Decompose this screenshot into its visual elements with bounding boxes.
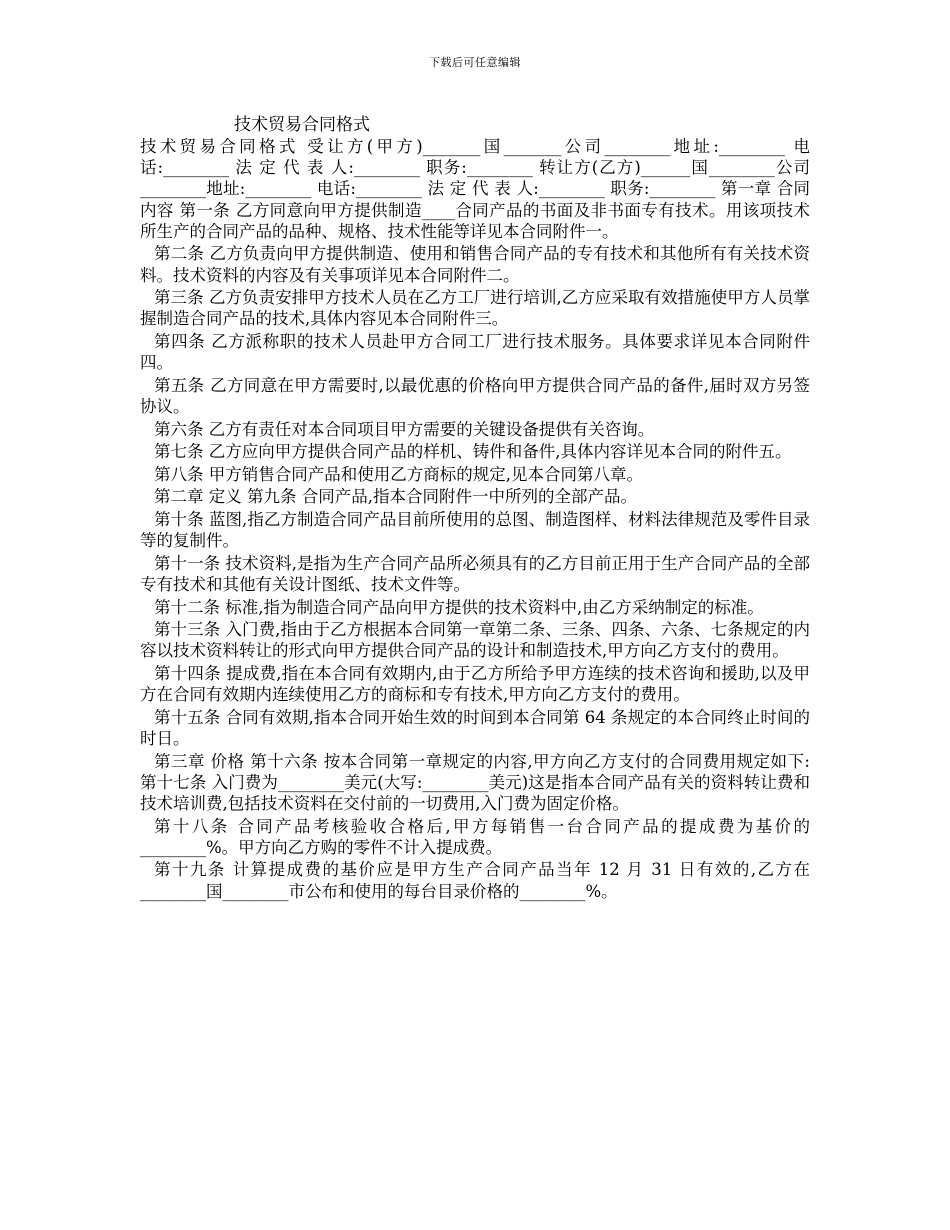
paragraph-12: 第十二条 标准,指为制造合同产品向甲方提供的技术资料中,由乙方采纳制定的标准。 (154, 597, 764, 617)
paragraph-7: 第七条 乙方应向甲方提供合同产品的样机、铸件和备件,具体内容详见本合同的附件五。 (154, 442, 792, 462)
paragraph-2: 第二条 乙方负责向甲方提供制造、使用和销售合同产品的专有技术和其他所有有关技术资料。技术资料的内容及有关事项详见本合同附件二。 (140, 244, 810, 285)
paragraph-3: 第三条 乙方负责安排甲方技术人员在乙方工厂进行培训,乙方应采取有效措施使甲方人员掌握制造合同产品的技术,具体内容见本合同附件三。 (140, 288, 810, 329)
paragraph-16: 第三章 价格 第十六条 按本合同第一章规定的内容,甲方向乙方支付的合同费用规定如下: 第十七条 入门费为________美元(大写:________美元)这是指本合同产品有关的资料转让费和技术培训费,包括技术资料在交付前的一切费用,入门费为固定价格。 (140, 751, 810, 813)
paragraph-11: 第十一条 技术资料,是指为生产合同产品所必须具有的乙方目前正用于生产合同产品的全部专有技术和其他有关设计图纸、技术文件等。 (140, 553, 810, 594)
paragraph-13: 第十三条 入门费,指由于乙方根据本合同第一章第二条、三条、四条、六条、七条规定的内容以技术资料转让的形式向甲方提供合同产品的设计和制造技术,甲方向乙方支付的费用。 (140, 620, 810, 661)
paragraph-4: 第四条 乙方派称职的技术人员赴甲方合同工厂进行技术服务。具体要求详见本合同附件四。 (140, 332, 810, 373)
paragraph-1: 技术贸易合同格式 受让方(甲方)_______国_______公司________地址:________ 电话:________ 法 定 代 表 人:________ 职务:________ 转让方(乙方)______国________公司________地址:________ 电话:________ 法 定 代 表 人:________ 职务:________ 第一章 合同内容 第一条 乙方同意向甲方提供制造____合同产品的书面及非书面专有技术。用该项技术所生产的合同产品的品种、规格、技术性能等详见本合同附件一。 (140, 137, 810, 241)
paragraph-14: 第十四条 提成费,指在本合同有效期内,由于乙方所给予甲方连续的技术咨询和援助,以及甲方在合同有效期内连续使用乙方的商标和专有技术,甲方向乙方支付的费用。 (140, 663, 810, 705)
paragraph-15: 第十五条 合同有效期,指本合同开始生效的时间到本合同第 64 条规定的本合同终止时间的时日。 (140, 707, 810, 748)
document-title: 技术贸易合同格式 (234, 115, 370, 135)
page-header: 下载后可任意编辑 (429, 56, 521, 69)
paragraph-5: 第五条 乙方同意在甲方需要时,以最优惠的价格向甲方提供合同产品的备件,届时双方另签协议。 (140, 375, 810, 416)
paragraph-18: 第十九条 计算提成费的基价应是甲方生产合同产品当年 12 月 31 日有效的,乙方在________国________市公布和使用的每台目录价格的________%。 (140, 860, 810, 901)
paragraph-10: 第十条 蓝图,指乙方制造合同产品目前所使用的总图、制造图样、材料法律规范及零件目录等的复制件。 (140, 509, 810, 551)
paragraph-17: 第十八条 合同产品考核验收合格后,甲方每销售一台合同产品的提成费为基价的________%。甲方向乙方购的零件不计入提成费。 (140, 816, 810, 857)
document-body (140, 136, 810, 903)
paragraph-6: 第六条 乙方有责任对本合同项目甲方需要的关键设备提供有关咨询。 (154, 419, 655, 439)
paragraph-9: 第二章 定义 第九条 合同产品,指本合同附件一中所列的全部产品。 (154, 487, 637, 507)
paragraph-8: 第八条 甲方销售合同产品和使用乙方商标的规定,见本合同第八章。 (154, 464, 643, 484)
